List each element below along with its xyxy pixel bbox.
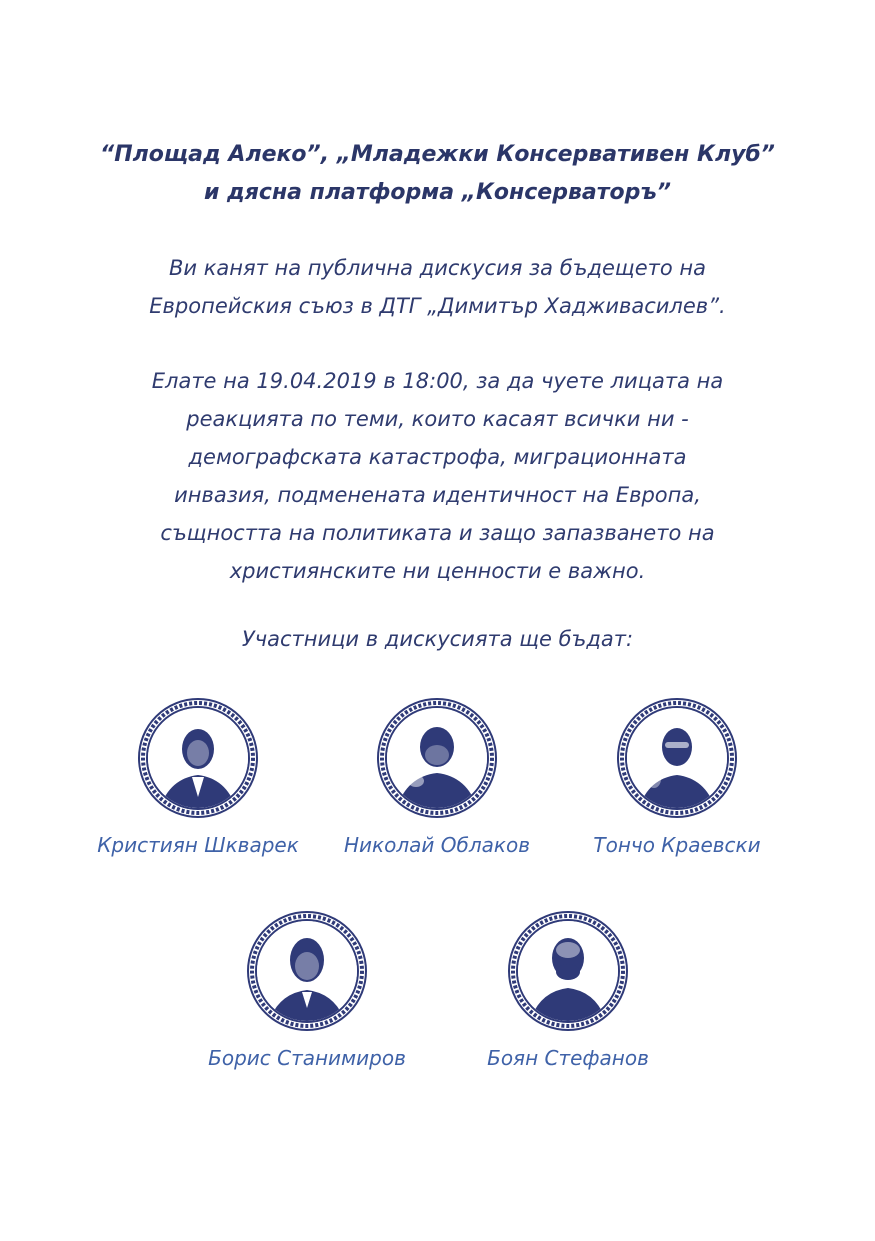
speaker-card — [187, 910, 427, 1070]
speaker-portrait — [507, 910, 629, 1032]
header-platform-line: и дясна платформа „Консерваторъ” — [203, 180, 672, 205]
speaker-name: Боян Стефанов — [487, 1046, 649, 1070]
header-organizers-line: “Площад Алеко”, „Младежки Консервативен Клуб” — [100, 142, 775, 167]
speaker-name: Кристиян Шкварек — [97, 833, 299, 857]
speaker-name: Николай Облаков — [344, 833, 530, 857]
details-line: демографската катастрофа, миграционната — [188, 445, 687, 469]
portrait-medallion-icon — [616, 697, 738, 819]
speaker-name: Тончо Краевски — [593, 833, 761, 857]
speaker-card — [557, 697, 797, 857]
details-line: реакцията по теми, които касаят всички ни - — [186, 407, 689, 431]
speaker-portrait — [137, 697, 259, 819]
participants-heading — [0, 620, 875, 658]
speaker-portrait — [376, 697, 498, 819]
portrait-medallion-icon — [507, 910, 629, 1032]
details-line: инвазия, подменената идентичност на Европа, — [174, 483, 701, 507]
speaker-card — [78, 697, 318, 857]
event-header — [0, 136, 875, 212]
speaker-card — [317, 697, 557, 857]
details-line: Елате на 19.04.2019 в 18:00, за да чуете лицата на — [151, 369, 724, 393]
speaker-card — [448, 910, 688, 1070]
invitation-line: Ви канят на публична дискусия за бъдещето на — [168, 256, 706, 280]
speaker-portrait — [246, 910, 368, 1032]
invitation-paragraph — [0, 249, 875, 325]
participants-heading-text: Участници в дискусията ще бъдат: — [241, 627, 634, 651]
details-line: християнските ни ценности е важно. — [229, 559, 646, 583]
speaker-portrait — [616, 697, 738, 819]
portrait-medallion-icon — [246, 910, 368, 1032]
details-line: същността на политиката и защо запазването на — [160, 521, 715, 545]
portrait-medallion-icon — [376, 697, 498, 819]
speaker-name: Борис Станимиров — [208, 1046, 406, 1070]
details-paragraph — [0, 362, 875, 590]
invitation-line: Европейския съюз в ДТГ „Димитър Хадживасилев”. — [149, 294, 726, 318]
portrait-medallion-icon — [137, 697, 259, 819]
